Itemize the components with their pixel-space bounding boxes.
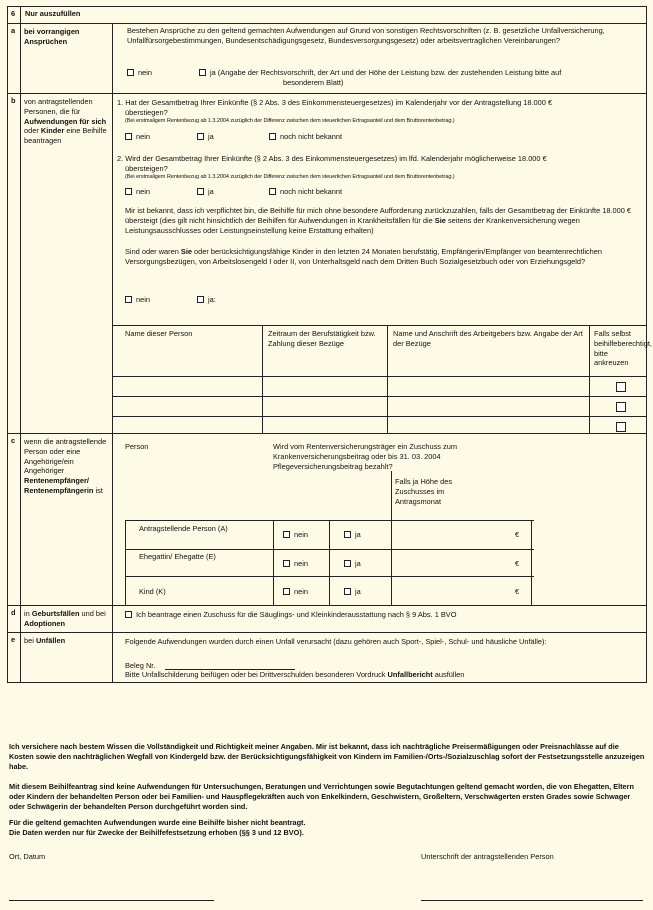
option-label: ja — [208, 132, 214, 141]
label-bold: Rentenempfänger/ Rentenempfängerin — [24, 476, 94, 495]
table-row-1-checkbox[interactable] — [616, 382, 626, 395]
checkbox[interactable] — [127, 69, 134, 76]
option-label-cont: besonderem Blatt) — [283, 77, 344, 87]
row-a-body — [113, 24, 646, 93]
option-label: nein — [294, 587, 308, 596]
row-e — [8, 633, 646, 683]
row-d-letter: d — [8, 606, 21, 632]
checkbox[interactable] — [344, 588, 351, 595]
section-number: 6 — [8, 7, 21, 23]
label-text: wenn die antragstellende Person oder eine Angehörige/ein Angehöriger — [24, 437, 107, 476]
row-b-letter: b — [8, 94, 21, 433]
signature-line[interactable] — [421, 900, 643, 901]
q1-note: (Bei erstmaligem Rentenbezug ab 1.3.2004 zuzüglich der Differenz zwischen dem steuerlichen Ertragsanteil und dem Bruttorentenbetrag.) — [125, 117, 455, 124]
q1-option-ja[interactable] — [197, 132, 214, 142]
checkbox[interactable] — [616, 402, 626, 412]
table-row-line — [113, 396, 646, 397]
q1-text-cont: überstiegen? — [125, 107, 168, 117]
row-c-body — [113, 434, 646, 605]
c-row-1-ja[interactable] — [344, 530, 361, 540]
notice-text: Mir ist bekannt, dass ich verpflichtet bin, die Beihilfe für mich ohne besondere Aufforderung zurückzuzahlen, falls der Gesamtbetrag der Einkünfte 18.000 € übersteigt (dies gilt nicht hinsichtlich der Beihilfen für Aufwendungen in Krankheitsfällen für die — [125, 206, 631, 225]
c-row-3-euro: € — [515, 587, 520, 596]
question-2 — [117, 154, 642, 181]
bitte-bold: Unfallbericht — [387, 670, 433, 679]
c-row-2-nein[interactable] — [283, 559, 308, 569]
option-label: ja — [355, 587, 361, 596]
checkbox[interactable] — [125, 133, 132, 140]
row-d — [8, 606, 646, 633]
row-a-letter: a — [8, 24, 21, 93]
c-col-line — [391, 471, 392, 605]
table-top-line — [113, 325, 646, 326]
q1-text: 1. Hat der Gesamtbetrag Ihrer Einkünfte (§ 2 Abs. 3 des Einkommensteuergesetzes) im Kalenderjahr vor der Antragstellung 18.000 € — [117, 98, 553, 107]
c-row-1-nein[interactable] — [283, 530, 308, 540]
q3-bold: Sie — [180, 247, 192, 256]
declaration-4: Die Daten werden nur für Zwecke der Beihilfefestsetzung erhoben (§§ 3 und 12 BVO). — [9, 828, 304, 837]
declaration-3: Für die geltend gemachten Aufwendungen wurde eine Beihilfe bisher nicht beantragt. — [9, 818, 306, 827]
option-label: Ich beantrage einen Zuschuss für die Säuglings- und Kleinkinderausstattung nach § 9 Abs. 1 BVO — [136, 610, 457, 619]
checkbox[interactable] — [269, 133, 276, 140]
label-bold: Adoptionen — [24, 618, 66, 628]
c-row-2-label: Ehegattin/ Ehegatte (E) — [139, 552, 216, 561]
q3-option-nein[interactable] — [125, 295, 150, 305]
form-section-6 — [7, 6, 652, 683]
q3-text: Sind oder waren — [125, 247, 179, 256]
option-label: nein — [294, 530, 308, 539]
table-row-line — [113, 416, 646, 417]
section-title: Nur auszufüllen — [25, 9, 81, 18]
c-row-3-ja[interactable] — [344, 587, 361, 597]
declaration-2: Mit diesem Beihilfeantrag sind keine Aufwendungen für Untersuchungen, Beratungen und Verrichtungen sowie Begutachtungen geltend gemacht worden, die von Ehegatten, Eltern oder Kindern der behandelten Person oder bei Familien- und Hauspflegekräften auch von Enkelkindern, Geschwistern, Großeltern, Verschwägerten ersten Grades sowie Schwager oder Schwägerin der behandelten Person durchgeführt worden sind. — [9, 782, 634, 811]
q1-option-unbekannt[interactable] — [269, 132, 342, 142]
question-1 — [117, 98, 642, 125]
c-row-line — [125, 576, 534, 577]
q1-option-nein[interactable] — [125, 132, 150, 142]
label-text: in — [24, 609, 30, 618]
q2-option-nein[interactable] — [125, 187, 150, 197]
c-falls-ja: Falls ja Höhe des Zuschusses im Antragsmonat — [395, 477, 453, 506]
c-row-2-ja[interactable] — [344, 559, 361, 569]
option-label: noch nicht bekannt — [280, 187, 343, 196]
section-header-row — [8, 7, 646, 24]
checkbox[interactable] — [197, 296, 204, 303]
bitte-text: ausfüllen — [434, 670, 465, 679]
table-header-employer: Name und Anschrift des Arbeitgebers bzw. Angabe der Art der Bezüge — [393, 329, 583, 348]
checkbox[interactable] — [269, 188, 276, 195]
checkbox[interactable] — [283, 531, 290, 538]
row-c-letter: c — [8, 434, 21, 605]
checkbox[interactable] — [283, 560, 290, 567]
label-bold: Kinder — [40, 126, 65, 136]
checkbox[interactable] — [199, 69, 206, 76]
option-label: ja — [355, 559, 361, 568]
row-e-body — [113, 633, 646, 683]
e-bitte-text — [125, 670, 645, 680]
label-text: bei — [24, 636, 34, 645]
c-col-line — [125, 520, 126, 605]
c-row-3-label: Kind (K) — [139, 587, 166, 596]
place-date-label: Ort, Datum — [9, 852, 46, 861]
label-text: und bei — [81, 609, 106, 618]
checkbox[interactable] — [616, 422, 626, 432]
checkbox[interactable] — [344, 531, 351, 538]
checkbox[interactable] — [125, 188, 132, 195]
table-row-line — [113, 376, 646, 377]
label-text: von antragstellenden Personen, die für — [24, 97, 93, 116]
row-c — [8, 434, 646, 606]
option-label: noch nicht bekannt — [280, 132, 343, 141]
option-label: ja: — [208, 295, 216, 304]
label-text: ist — [95, 485, 103, 495]
row-b-body — [113, 94, 652, 433]
label-bold: Unfällen — [35, 636, 66, 645]
row-c-label — [21, 434, 113, 605]
bitte-text: Bitte Unfallschilderung beifügen oder bei Drittverschulden besonderen Vordruck — [125, 670, 386, 679]
row-a — [8, 24, 646, 94]
checkbox[interactable] — [125, 611, 132, 618]
table-header-name: Name dieser Person — [125, 329, 193, 338]
option-label: ja (Angabe der Rechtsvorschrift, der Art und der Höhe der Leistung bzw. der zustehenden Leistung bitte auf — [210, 68, 562, 77]
table-row-2-checkbox[interactable] — [616, 402, 626, 415]
row-d-label — [21, 606, 113, 632]
option-label: ja — [355, 530, 361, 539]
e-beleg-label: Beleg Nr. — [125, 661, 156, 670]
label-text: eine Beihilfe beantragen — [24, 126, 107, 146]
row-a-question: Bestehen Ansprüche zu den geltend gemachten Aufwendungen auf Grund von sonstigen Rechtsvorschriften (z. B. gesetzliche Unfallversicherung, Unfallfürsorgebestimmungen, Bundesentschädigungsgesetz, Bundesversorgungsgesetz) oder arbeitsvertraglichen Vereinbarungen? — [127, 26, 605, 45]
option-label: ja — [208, 187, 214, 196]
row-b-label — [21, 94, 113, 433]
row-e-letter: e — [8, 633, 21, 683]
row-a-label-bold: bei vorrangigen Ansprüchen — [24, 27, 80, 46]
c-row-line — [125, 520, 534, 521]
c-question: Wird vom Rentenversicherungsträger ein Zuschuss zum Krankenversicherungsbeitrag oder bis 31. 03. 2004 Pflegeversicherungsbeitrag bezahlt? — [273, 442, 458, 471]
notice-text: seitens der Krankenversicherung wegen Leistungsausschlusses oder Leistungseinstellung keine Erstattung erhalten) — [125, 215, 580, 235]
label-bold: Aufwendungen für sich — [24, 116, 107, 126]
declaration-1: Ich versichere nach bestem Wissen die Vollständigkeit und Richtigkeit meiner Angaben. Mir ist bekannt, dass ich nachträgliche Preisermäßigungen oder Preisnachlässe auf die Kosten sowie den nachträglichen Wegfall von Kindergeld bzw. der Berücksichtigungsfähigkeit von Kindern im Familien-/Orts-/Sozialzuschlag sofort der Festsetzungsstelle anzuzeigen habe. — [9, 742, 645, 771]
checkbox[interactable] — [616, 382, 626, 392]
q2-note: (Bei erstmaligem Rentenbezug ab 1.3.2004 zuzüglich der Differenz zwischen dem steuerlichen Ertragsanteil und dem Bruttorentenbetrag.) — [125, 173, 455, 180]
row-b — [8, 94, 652, 434]
row-a-option-nein[interactable] — [127, 68, 152, 78]
c-row-3-nein[interactable] — [283, 587, 308, 597]
c-row-2-euro: € — [515, 559, 520, 568]
checkbox[interactable] — [344, 560, 351, 567]
c-col-line — [531, 520, 532, 605]
row-d-body — [113, 606, 646, 632]
q2-option-unbekannt[interactable] — [269, 187, 342, 197]
q3-text: oder berücksichtigungsfähige Kinder in den letzten 24 Monaten berufstätig, Empfängerin/Empfänger von beamtenrechtlichen Versorgungsbezügen, von Arbeitslosengeld I oder II, von Unterhaltsgeld nach dem Dritten Buch Sozialgesetzbuch oder von Erziehungsgeld? — [125, 247, 603, 266]
e-text: Folgende Aufwendungen wurden durch einen Unfall verursacht (dazu gehören auch Sport-, Spiel-, Schul- und häusliche Unfälle): — [125, 637, 547, 646]
label-text: oder — [24, 126, 39, 136]
q2-text-cont: übersteigen? — [125, 163, 168, 173]
place-date-line[interactable] — [9, 900, 214, 901]
repayment-notice — [125, 206, 643, 235]
row-e-label — [21, 633, 113, 683]
q2-option-ja[interactable] — [197, 187, 214, 197]
checkbox[interactable] — [283, 588, 290, 595]
notice-bold: Sie — [434, 215, 446, 225]
q2-text: 2. Wird der Gesamtbetrag Ihrer Einkünfte (§ 2 Abs. 3 des Einkommensteuergesetzes) im lfd. Kalenderjahr möglicherweise 18.000 € — [117, 154, 547, 163]
c-row-1-label: Antragstellende Person (A) — [139, 524, 228, 533]
c-row-1-euro: € — [515, 530, 520, 539]
d-option[interactable] — [125, 610, 456, 620]
c-col-line — [329, 520, 330, 605]
option-label: nein — [138, 68, 152, 77]
table-header-eligible: Falls selbst beihilfeberechtigt, bitte ankreuzen — [594, 329, 652, 368]
row-a-label — [21, 24, 113, 93]
q3-option-ja[interactable] — [197, 295, 216, 305]
c-row-line — [125, 549, 534, 550]
c-person-header: Person — [125, 442, 149, 451]
option-label: nein — [136, 295, 150, 304]
question-3 — [125, 247, 643, 267]
checkbox[interactable] — [197, 188, 204, 195]
label-bold: Geburtsfällen — [31, 609, 80, 618]
c-col-line — [273, 520, 274, 605]
row-a-option-ja[interactable] — [199, 68, 639, 88]
checkbox[interactable] — [125, 296, 132, 303]
option-label: nein — [136, 132, 150, 141]
option-label: nein — [136, 187, 150, 196]
option-label: nein — [294, 559, 308, 568]
checkbox[interactable] — [197, 133, 204, 140]
signature-label: Unterschrift der antragstellenden Person — [421, 852, 554, 861]
table-header-period: Zeitraum der Berufstätigkeit bzw. Zahlung dieser Bezüge — [268, 329, 376, 348]
table-row-3-checkbox[interactable] — [616, 422, 626, 435]
